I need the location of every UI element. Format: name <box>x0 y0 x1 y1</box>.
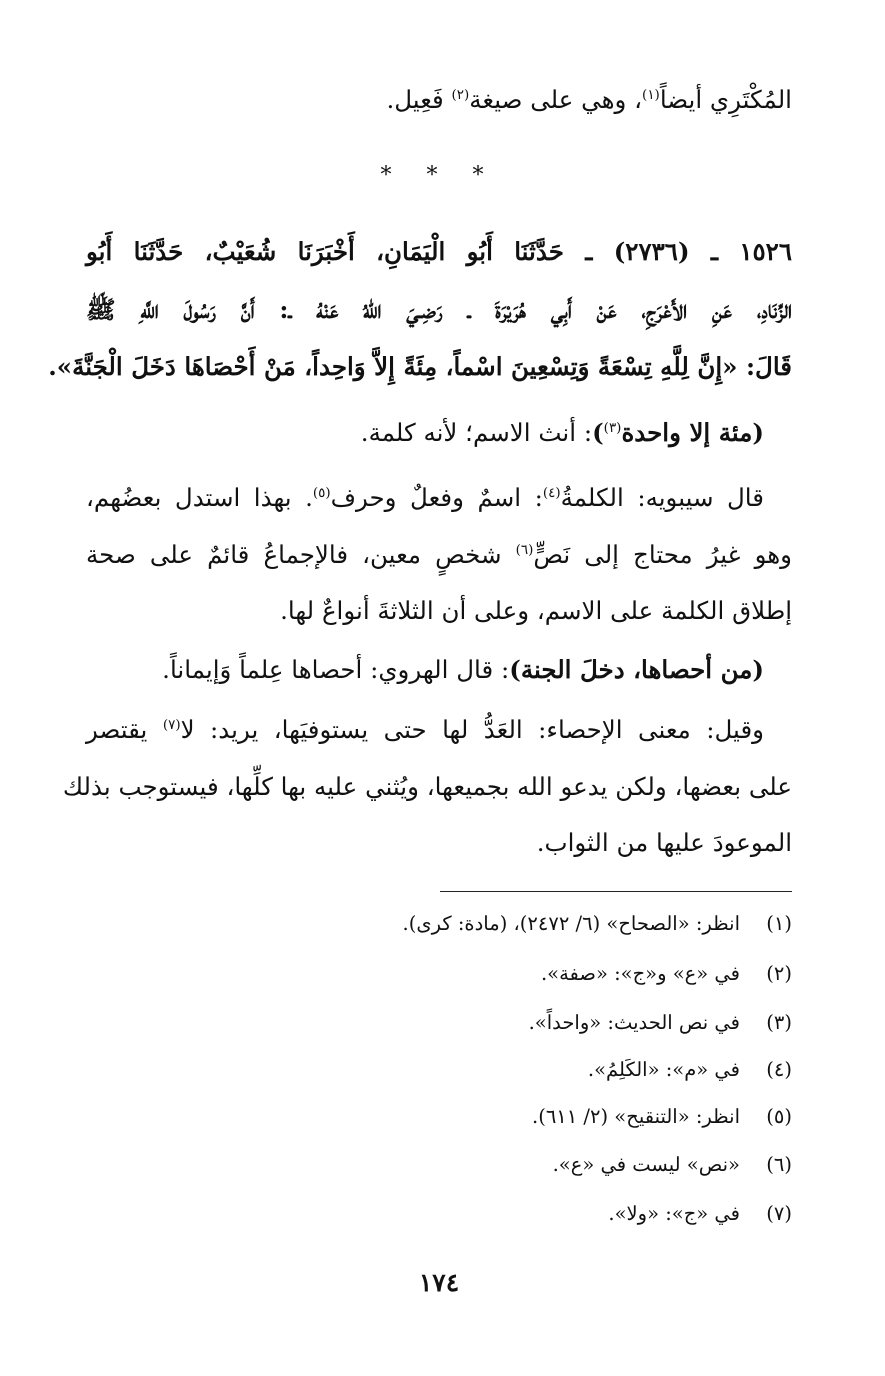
text-segment: المُكْتَرِي أيضاً <box>659 85 792 114</box>
footnote-ref[interactable]: (٧) <box>162 716 181 733</box>
text-segment: وقيل: معنى الإحصاء: العَدُّ لها حتى يستوفيَها، يريد: لا <box>180 715 764 744</box>
text-segment: قال سيبويه: الكلمةُ <box>560 483 764 512</box>
lemma-close: ) <box>592 418 604 447</box>
text-segment: وهو غيرُ محتاج إلى نَصٍّ <box>533 540 792 569</box>
footnote-ref[interactable]: (٣) <box>603 419 622 436</box>
footnote-number: (٧) <box>766 1202 792 1225</box>
text-segment: شخصٍ معين، فالإجماعُ قائمٌ على صحة <box>86 540 516 569</box>
hadith-line: قَالَ: «إِنَّ لِلَّهِ تِسْعَةً وَتِسْعِينَ اسْماً، مِئَةً إِلاَّ وَاحِداً، مَنْ أَحْصَاهَا دَخَلَ الْجَنَّةَ». <box>48 352 792 381</box>
footnote <box>86 1013 792 1033</box>
continuation-line <box>86 85 792 114</box>
footnote <box>86 1107 792 1127</box>
lemma: (مئة إلا واحدة <box>621 418 764 447</box>
footnote-ref[interactable]: (٢) <box>451 86 470 103</box>
footnote-text: «نص» ليست في «ع». <box>552 1153 740 1176</box>
footnote-text: في «ج»: «ولا». <box>608 1202 740 1225</box>
commentary-line: على بعضها، ولكن يدعو الله بجميعها، ويُثني عليه بها كلِّها، فيستوجب بذلك <box>62 772 792 801</box>
footnote-number: (٣) <box>766 1011 792 1034</box>
text-segment: ، وهي على صيغة <box>469 85 643 114</box>
footnote-text: في «ع» و«ج»: «صفة». <box>540 962 740 985</box>
commentary-line <box>86 418 792 447</box>
footnote-text: انظر: «التنقيح» (٢/ ٦١١). <box>532 1105 740 1128</box>
footnote-divider <box>440 891 792 892</box>
text-segment: : اسمٌ وفعلٌ وحرف <box>330 483 543 512</box>
footnote <box>86 964 792 984</box>
commentary-line <box>86 540 792 569</box>
book-page <box>48 0 792 1376</box>
commentary-line <box>86 655 792 684</box>
commentary-line: الموعودَ عليها من الثواب. <box>536 828 792 857</box>
footnote-text: انظر: «الصحاح» (٦/ ٢٤٧٢)، (مادة: كرى). <box>402 912 740 935</box>
text-segment: يقتصر <box>86 715 163 744</box>
commentary-line <box>86 715 792 744</box>
section-separator: * * * <box>380 163 498 188</box>
footnote <box>86 914 792 934</box>
footnote-number: (٢) <box>766 962 792 985</box>
commentary-text: : قال الهروي: أحصاها عِلماً وَإيماناً. <box>162 655 510 684</box>
footnote-ref[interactable]: (٥) <box>312 484 331 501</box>
footnote-text: في نص الحديث: «واحداً». <box>528 1011 740 1034</box>
footnote <box>86 1204 792 1224</box>
footnote-ref[interactable]: (٦) <box>515 541 534 558</box>
footnote-number: (٦) <box>766 1153 792 1176</box>
hadith-line: الزِّنَادِ، عَنِ الأَعْرَجِ، عَنْ أَبِي هُرَيْرَةَ ـ رَضِـيَ اللهُ عَنْهُ ـ: أَنَّ رَسُولَ اللَّهِ ﷺ <box>86 295 792 324</box>
footnote-text: في «م»: «الكَلِمُ». <box>587 1058 740 1081</box>
lemma: (من أحصاها، دخلَ الجنة) <box>509 655 764 684</box>
commentary-text: : أنث الاسم؛ لأنه كلمة. <box>360 418 593 447</box>
text-segment: . بهذا استدل بعضُهم، <box>86 483 313 512</box>
footnote-ref[interactable]: (١) <box>642 86 660 103</box>
footnote <box>86 1060 792 1080</box>
commentary-line: إطلاق الكلمة على الاسم، وعلى أن الثلاثةَ أنواعٌ لها. <box>280 596 792 625</box>
page-number: ١٧٤ <box>418 1268 460 1297</box>
footnote-ref[interactable]: (٤) <box>542 484 561 501</box>
commentary-line <box>86 483 792 512</box>
footnote <box>86 1155 792 1175</box>
footnote-number: (٥) <box>766 1105 792 1128</box>
footnote-number: (٤) <box>766 1058 792 1081</box>
text-segment: فَعِيل. <box>386 85 452 114</box>
footnote-number: (١) <box>766 912 792 935</box>
hadith-line: ١٥٢٦ ـ (٢٧٣٦) ـ حَدَّثَنَا أَبُو الْيَمَانِ، أَخْبَرَنَا شُعَيْبٌ، حَدَّثَنَا أَبُو <box>86 237 792 266</box>
